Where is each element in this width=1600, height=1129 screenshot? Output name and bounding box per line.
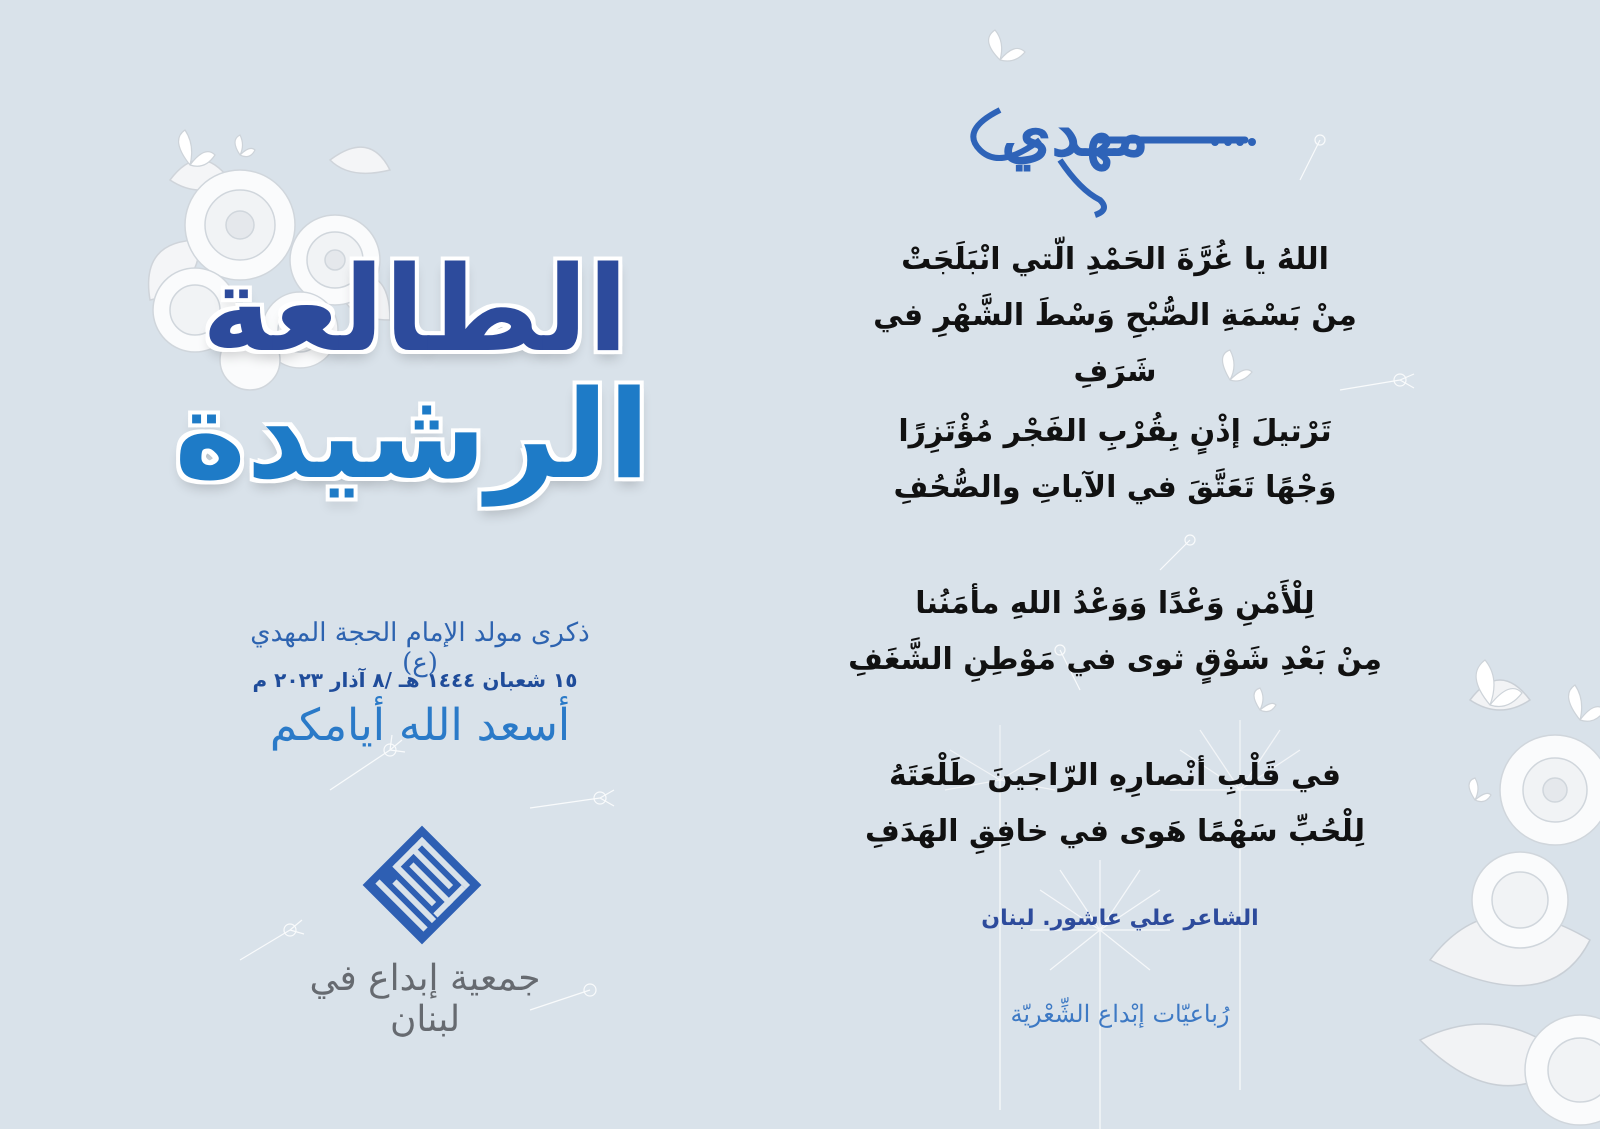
poem-line: وَجْهًا تَعَتَّقَ في الآياتِ والصُّحُفِ (893, 470, 1337, 505)
title-line-1: الطالعة (201, 240, 629, 378)
greeting-calligraphy: أسعد الله أيامكم (269, 700, 571, 751)
flower-corner-decoration (1420, 660, 1600, 1125)
poem-line: لِلْأَمْنِ وَعْدًا وَوَعْدُ اللهِ مأمَنُنا (915, 586, 1315, 621)
poem-line: مِنْ بَسْمَةِ الصُّبْحِ وَسْطَ الشَّهْرِ في شَرَفِ (873, 298, 1357, 389)
poem-stanza (830, 748, 1400, 860)
poem-stanza (830, 404, 1400, 516)
poem (830, 232, 1400, 920)
header-calligraphy-word: مهدي (1001, 96, 1149, 171)
square-kufic-logo-icon (363, 826, 482, 945)
date-text: ١٥ شعبان ١٤٤٤ هـ /٨ آذار ٢٠٢٣ م (252, 668, 578, 692)
poet-credit: الشاعر علي عاشور. لبنان (981, 906, 1259, 931)
poem-line: في قَلْبِ أنْصارِهِ الرّاجينَ طَلْعَتَهُ (888, 758, 1341, 793)
organization-name: جمعية إبداع في لبنان (309, 958, 541, 1040)
poem-stanza (830, 232, 1400, 389)
series-name: رُباعيّات إبْداع الشِّعْريّة (1010, 1000, 1230, 1028)
poster-title (174, 240, 650, 506)
poem-line: مِنْ بَعْدِ شَوْقٍ ثوى في مَوْطِنِ الشَّغَفِ (848, 642, 1382, 677)
poem-line: لِلْحُبِّ سَهْمًا هَوى في خافِقِ الهَدَفِ (865, 814, 1365, 849)
poem-line: اللهُ يا غُرَّةَ الحَمْدِ الّتي انْبَلَجَتْ (901, 242, 1329, 277)
occasion-text: ذكرى مولد الإمام الحجة المهدي (ع) (250, 618, 590, 678)
title-line-2: الرشيدة (174, 364, 650, 506)
poem-line: تَرْتيلَ إذْنٍ بِقُرْبِ الفَجْر مُؤْتَزِرًا (898, 414, 1332, 449)
poem-stanza (830, 576, 1400, 688)
